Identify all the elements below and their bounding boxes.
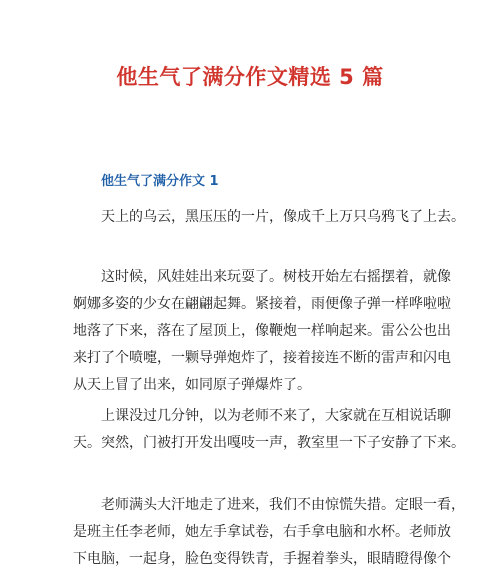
paragraph-line: 上课没过几分钟，以为老师不来了，大家就在互相说话聊: [101, 408, 451, 424]
paragraph-4: [73, 492, 465, 566]
paragraph-line: 天上的乌云，黑压压的一片，像成千上万只乌鸦飞了上去。: [101, 209, 465, 225]
paragraph-line: 这时候，风娃娃出来玩耍了。树枝开始左右摇摆着，就像: [101, 269, 451, 285]
paragraph-line: 下电脑，一起身，脸色变得铁青，手握着拳头，眼睛瞪得像个: [73, 551, 451, 566]
paragraph-line: 来打了个喷嚏，一颗导弹炮炸了，接着接连不断的雷声和闪电: [73, 350, 451, 366]
document-title: 他生气了满分作文精选 5 篇: [116, 65, 384, 89]
section-title: 他生气了满分作文 1: [101, 174, 219, 189]
paragraph-2: [73, 264, 451, 399]
paragraph-line: 天。突然，门被打开发出嘎吱一声，教室里一下子安静了下来。: [73, 435, 465, 451]
paragraph-1: [101, 204, 465, 231]
paragraph-line: 从天上冒了出来，如同原子弹爆炸了。: [73, 377, 311, 393]
paragraph-3: [73, 403, 465, 457]
paragraph-line: 是班主任李老师，她左手拿试卷，右手拿电脑和水杯。老师放: [73, 524, 451, 540]
paragraph-line: 老师满头大汗地走了进来，我们不由惊慌失措。定眼一看，: [101, 497, 465, 513]
paragraph-line: 地落了下来，落在了屋顶上，像鞭炮一样响起来。雷公公也出: [73, 323, 451, 339]
paragraph-line: 婀娜多姿的少女在翩翩起舞。紧接着，雨便像子弹一样哗啦啦: [73, 296, 451, 312]
